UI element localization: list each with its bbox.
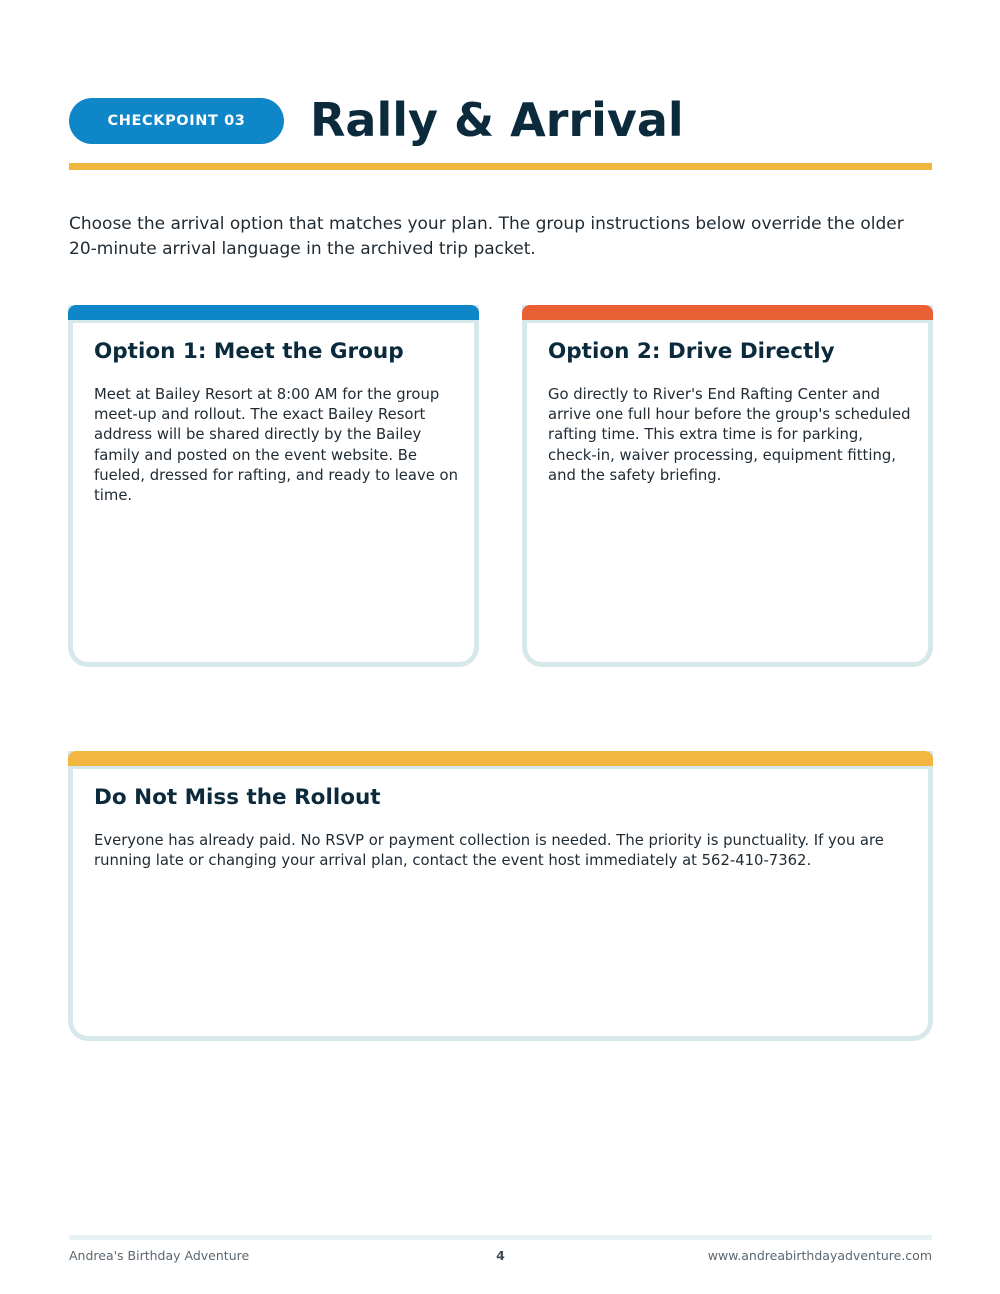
- rollout-notice-card: [68, 751, 933, 1041]
- option-2-title: Option 2: Drive Directly: [548, 339, 835, 364]
- page-footer: [69, 1248, 932, 1266]
- option-1-body: Meet at Bailey Resort at 8:00 AM for the group meet-up and rollout. The exact Bailey Resort address will be shared directly by the Bailey family and posted on the event website. Be fueled, dressed for rafting, and ready to leave on time.: [94, 386, 458, 505]
- footer-website: www.andreabirthdayadventure.com: [707, 1248, 932, 1263]
- page-number: 4: [496, 1248, 505, 1263]
- option-2-body: Go directly to River's End Rafting Center and arrive one full hour before the group's scheduled rafting time. This extra time is for parking, check-in, waiver processing, equipment fitting, and the safety briefing.: [548, 386, 911, 484]
- rollout-accent-bar: [68, 751, 933, 766]
- intro-text: Choose the arrival option that matches your plan. The group instructions below override the older 20-minute arrival language in the archived trip packet.: [69, 214, 904, 259]
- header-divider: [69, 163, 932, 170]
- rollout-title: Do Not Miss the Rollout: [94, 785, 381, 810]
- footer-event-name: Andrea's Birthday Adventure: [69, 1248, 250, 1263]
- rollout-body: Everyone has already paid. No RSVP or payment collection is needed. The priority is punctuality. If you are running late or changing your arrival plan, contact the event host immediately at 562-410-7362.: [94, 832, 884, 870]
- option-1-card: [68, 305, 479, 667]
- option-2-card: [522, 305, 933, 667]
- footer-divider: [69, 1235, 932, 1240]
- option-1-accent-bar: [68, 305, 479, 320]
- option-2-accent-bar: [522, 305, 933, 320]
- page-title: Rally & Arrival: [310, 93, 684, 147]
- checkpoint-badge: CHECKPOINT 03: [69, 98, 284, 144]
- option-1-title: Option 1: Meet the Group: [94, 339, 404, 364]
- page-header: [69, 93, 932, 147]
